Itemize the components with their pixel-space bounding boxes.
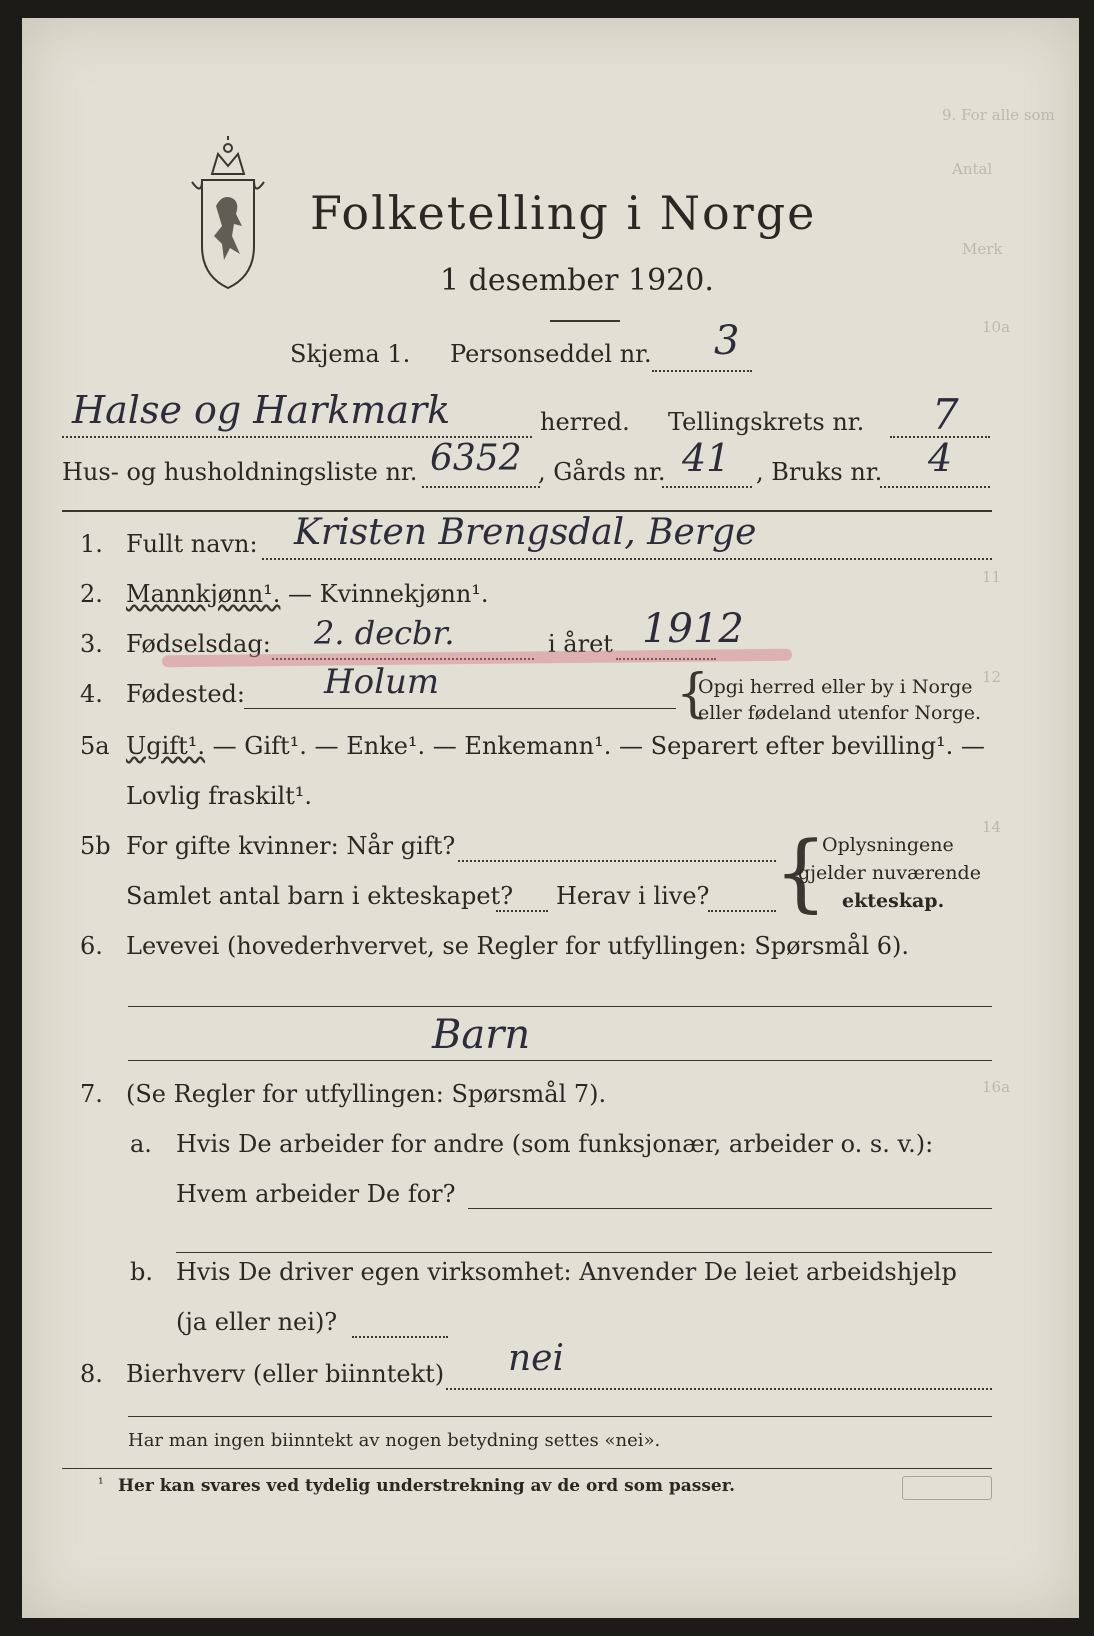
q5b-brace: {	[774, 823, 828, 921]
q1-value: Kristen Brengsdal, Berge	[294, 512, 757, 553]
gards-line	[662, 486, 752, 488]
q6-number: 6.	[80, 932, 103, 960]
bruks-line	[880, 486, 990, 488]
title-divider	[550, 320, 620, 322]
q5a-ugift-option: Ugift¹.	[126, 732, 206, 760]
q5b-children-line	[496, 910, 548, 912]
q4-line	[244, 708, 676, 709]
q2-female-option: Kvinnekjønn¹.	[319, 580, 489, 608]
q3-year-value: 1912	[642, 606, 744, 652]
footer-rule	[62, 1468, 992, 1469]
q6-label: Levevei (hovederhvervet, se Regler for utfyllingen: Spørsmål 6).	[126, 932, 910, 960]
q8-value: nei	[508, 1338, 565, 1379]
bleed-through-text: Antal	[952, 160, 993, 178]
husliste-label: Hus- og husholdningsliste nr.	[62, 458, 418, 486]
tellingskrets-value: 7	[932, 390, 959, 439]
census-date: 1 desember 1920.	[440, 263, 714, 298]
q7b-line1: Hvis De driver egen virksomhet: Anvender De leiet arbeidshjelp	[176, 1258, 957, 1286]
herred-value: Halse og Harkmark	[72, 388, 451, 432]
q5a-line2: Lovlig fraskilt¹.	[126, 782, 313, 810]
q7a-answer-line1	[468, 1208, 992, 1209]
q5b-alive-line	[708, 910, 776, 912]
q5b-line1: For gifte kvinner: Når gift?	[126, 832, 456, 860]
q5b-note-line3: ekteskap.	[842, 890, 945, 912]
footer-note: Har man ingen biinntekt av nogen betydning settes «nei».	[128, 1430, 661, 1451]
bleed-through-text: 16a	[982, 1078, 1011, 1096]
husliste-value: 6352	[430, 438, 522, 479]
bleed-through-text: 10a	[982, 318, 1011, 336]
q4-brace: {	[676, 664, 710, 724]
q5b-children-label: Samlet antal barn i ekteskapet?	[126, 882, 514, 910]
q5a-number: 5a	[80, 732, 110, 760]
q8-line2	[128, 1416, 992, 1417]
q2-male-option: Mannkjønn¹.	[126, 580, 281, 608]
gards-value: 41	[682, 436, 731, 480]
q8-label: Bierhverv (eller biinntekt)	[126, 1360, 445, 1388]
tellingskrets-label: Tellingskrets nr.	[668, 408, 865, 436]
q3-year-label: i året	[548, 630, 613, 658]
q7a-line2: Hvem arbeider De for?	[176, 1180, 456, 1208]
q4-value: Holum	[324, 662, 440, 702]
footnote-mark: ¹	[98, 1476, 104, 1492]
q1-number: 1.	[80, 530, 103, 558]
printer-stamp	[902, 1476, 992, 1500]
q6-value: Barn	[432, 1012, 531, 1058]
personseddel-line	[652, 370, 752, 372]
bleed-through-text: 11	[982, 568, 1002, 586]
q7-label: (Se Regler for utfyllingen: Spørsmål 7).	[126, 1080, 607, 1108]
q7a-line1: Hvis De arbeider for andre (som funksjonær, arbeider o. s. v.):	[176, 1130, 934, 1158]
q5b-note-line1: Oplysningene	[822, 834, 954, 856]
schema-label: Skjema 1.	[290, 340, 411, 368]
gards-label: , Gårds nr.	[538, 458, 666, 486]
q7a-letter: a.	[130, 1130, 152, 1158]
q8-number: 8.	[80, 1360, 103, 1388]
personseddel-value: 3	[714, 318, 740, 364]
form-title: Folketelling i Norge	[310, 186, 817, 240]
q3-value: 2. decbr.	[314, 614, 455, 652]
q5a-options	[126, 732, 985, 760]
q7-number: 7.	[80, 1080, 103, 1108]
bleed-through-text: 9. For alle som	[942, 106, 1055, 124]
q5b-gift-line	[458, 860, 776, 862]
q1-label: Fullt navn:	[126, 530, 258, 558]
bruks-label: , Bruks nr.	[756, 458, 883, 486]
q2-separator: —	[280, 580, 320, 608]
q4-number: 4.	[80, 680, 103, 708]
personseddel-label: Personseddel nr.	[450, 340, 652, 368]
q4-note-line2: eller fødeland utenfor Norge.	[698, 702, 982, 724]
norway-coat-of-arms-icon	[182, 136, 274, 294]
q4-label: Fødested:	[126, 680, 245, 708]
q6-line2	[128, 1060, 992, 1061]
bleed-through-text: 12	[982, 668, 1002, 686]
q2-number: 2.	[80, 580, 103, 608]
husliste-line	[422, 486, 540, 488]
bruks-value: 4	[928, 436, 953, 480]
footnote-text: Her kan svares ved tydelig understrekning av de ord som passer.	[118, 1476, 736, 1496]
q2-options	[126, 580, 489, 608]
q8-line	[446, 1388, 992, 1390]
bleed-through-text: Merk	[962, 240, 1003, 258]
q6-line1	[128, 1006, 992, 1007]
q5a-other-options: — Gift¹. — Enke¹. — Enkemann¹. — Separert efter bevilling¹. —	[205, 732, 985, 760]
q4-note-line1: Opgi herred eller by i Norge	[698, 676, 973, 698]
herred-label: herred.	[540, 408, 630, 436]
q5b-alive-label: Herav i live?	[556, 882, 710, 910]
q7b-answer-line	[352, 1336, 448, 1338]
census-form-page	[22, 18, 1079, 1618]
q7a-answer-line2	[176, 1252, 992, 1253]
q7b-letter: b.	[130, 1258, 153, 1286]
q3-number: 3.	[80, 630, 103, 658]
q3-label: Fødselsdag:	[126, 630, 271, 658]
q1-line	[262, 558, 992, 560]
q5b-number: 5b	[80, 832, 111, 860]
q7b-line2: (ja eller nei)?	[176, 1308, 338, 1336]
bleed-through-text: 14	[982, 818, 1002, 836]
q5b-note-line2: gjelder nuværende	[798, 862, 981, 884]
